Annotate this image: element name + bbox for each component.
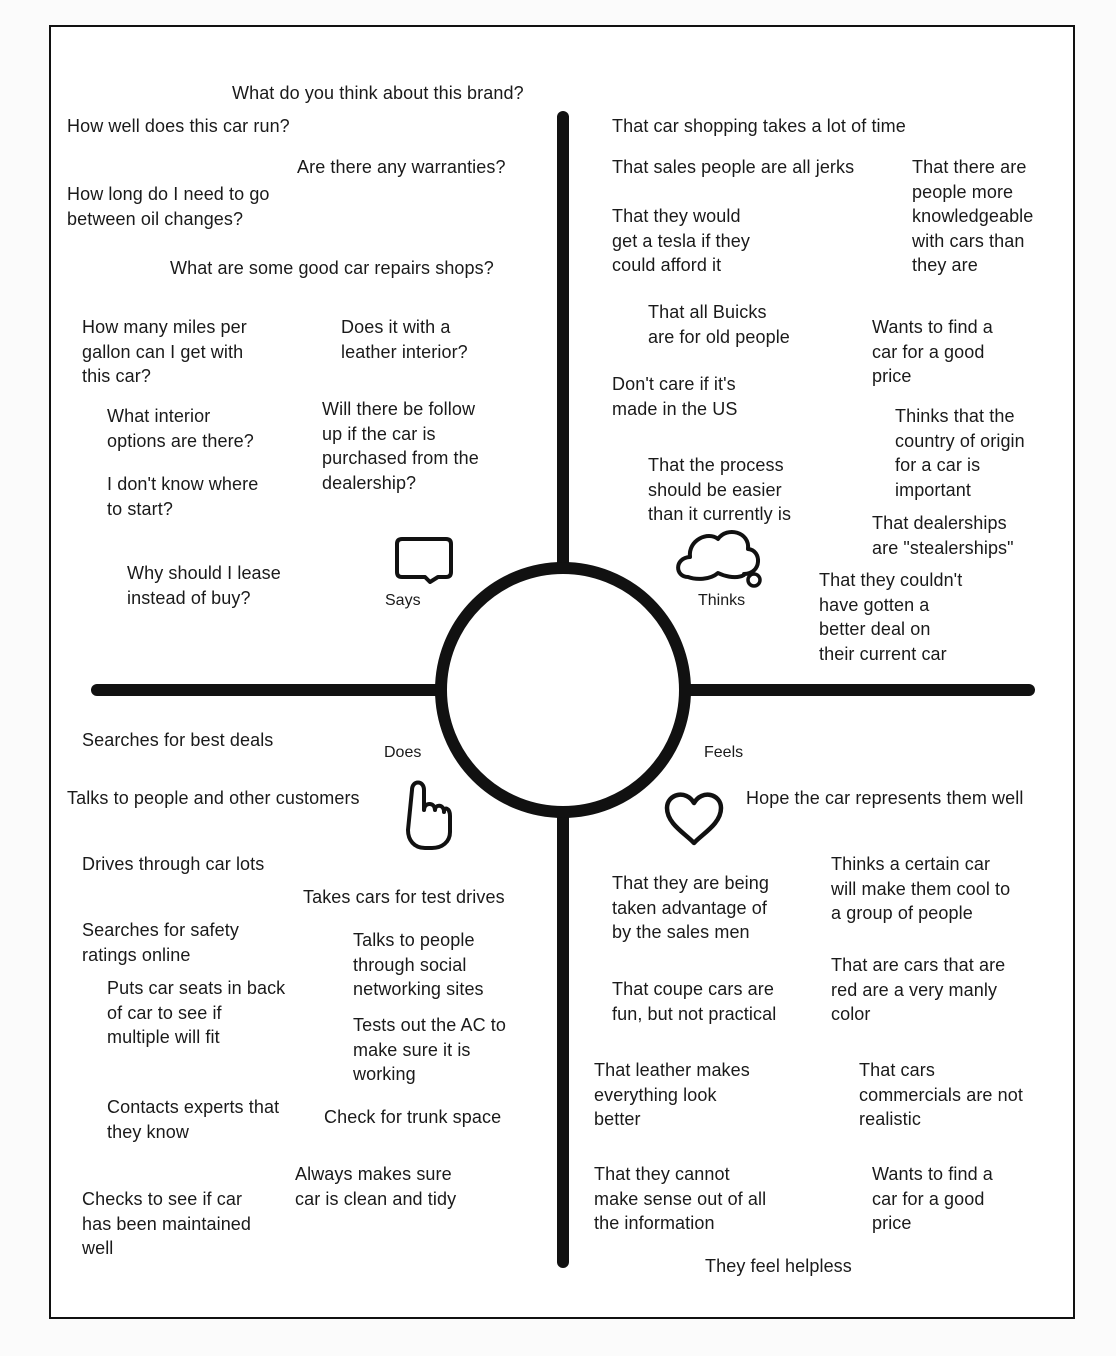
- does-note: Puts car seats in back of car to see if multiple will fit: [107, 978, 286, 1047]
- thinks-note: That sales people are all jerks: [612, 157, 855, 177]
- does-note: Searches for best deals: [82, 730, 274, 750]
- says-note: How many miles per gallon can I get with this car?: [82, 317, 247, 386]
- speech-bubble-icon: [397, 539, 451, 582]
- pointing-hand-icon: [408, 783, 450, 849]
- center-circle: [441, 568, 685, 812]
- says-note: I don't know where to start?: [107, 474, 259, 519]
- thinks-label: Thinks: [698, 592, 746, 609]
- feels-note: That coupe cars are fun, but not practical: [612, 979, 777, 1024]
- feels-note: Hope the car represents them well: [746, 788, 1024, 808]
- says-note: How long do I need to go between oil changes?: [67, 184, 270, 229]
- says-label: Says: [385, 592, 421, 609]
- does-note: Talks to people through social networking sites: [353, 930, 484, 999]
- says-note: What do you think about this brand?: [232, 83, 524, 103]
- does-note: Takes cars for test drives: [303, 887, 505, 907]
- says-note: What are some good car repairs shops?: [170, 258, 494, 278]
- heart-icon: [667, 795, 721, 843]
- does-note: Contacts experts that they know: [107, 1097, 280, 1142]
- thinks-note: That there are people more knowledgeable with cars than they are: [912, 157, 1034, 275]
- says-note: Why should I lease instead of buy?: [127, 563, 281, 608]
- thought-cloud-icon: [678, 532, 760, 586]
- feels-note: That they are being taken advantage of by the sales men: [612, 873, 770, 942]
- thinks-note: That they would get a tesla if they could afford it: [612, 206, 750, 275]
- feels-note: That leather makes everything look better: [594, 1060, 750, 1129]
- says-note: Will there be follow up if the car is purchased from the dealership?: [322, 399, 479, 493]
- thinks-note: That car shopping takes a lot of time: [612, 116, 906, 136]
- thinks-note: Don't care if it's made in the US: [612, 374, 738, 419]
- does-note: Checks to see if car has been maintained well: [82, 1189, 252, 1258]
- says-note: How well does this car run?: [67, 116, 290, 136]
- says-note: What interior options are there?: [107, 406, 254, 451]
- feels-note: They feel helpless: [705, 1256, 852, 1276]
- feels-note: That are cars that are red are a very manly color: [831, 955, 1006, 1024]
- feels-label: Feels: [704, 744, 744, 761]
- does-note: Talks to people and other customers: [67, 788, 360, 808]
- feels-note: That cars commercials are not realistic: [859, 1060, 1023, 1129]
- does-note: Check for trunk space: [324, 1107, 502, 1127]
- does-note: Searches for safety ratings online: [82, 920, 239, 965]
- feels-note: That they cannot make sense out of all the information: [594, 1164, 767, 1233]
- does-note: Drives through car lots: [82, 854, 265, 874]
- thinks-note: Thinks that the country of origin for a car is important: [895, 406, 1025, 500]
- thinks-note: That the process should be easier than it currently is: [648, 455, 792, 524]
- does-note: Always makes sure car is clean and tidy: [295, 1164, 457, 1209]
- thinks-note: That all Buicks are for old people: [648, 302, 790, 347]
- says-note: Are there any warranties?: [297, 157, 506, 177]
- does-note: Tests out the AC to make sure it is working: [353, 1015, 506, 1084]
- thinks-note: Wants to find a car for a good price: [872, 317, 993, 386]
- thinks-note: That they couldn't have gotten a better deal on their current car: [819, 570, 963, 664]
- thinks-note: That dealerships are "stealerships": [872, 513, 1014, 558]
- says-note: Does it with a leather interior?: [341, 317, 468, 362]
- feels-note: Thinks a certain car will make them cool to a group of people: [831, 854, 1011, 923]
- feels-note: Wants to find a car for a good price: [872, 1164, 993, 1233]
- does-label: Does: [384, 744, 422, 761]
